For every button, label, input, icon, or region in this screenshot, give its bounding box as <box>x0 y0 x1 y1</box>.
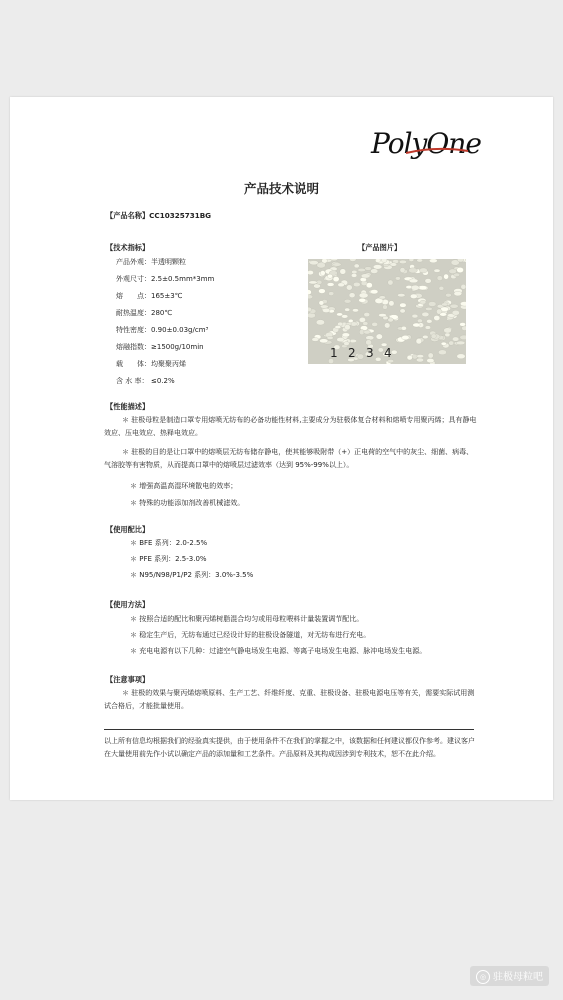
logo-swoosh-icon <box>406 147 468 155</box>
ratio-item: ＊ PFE 系列：2.5-3.0% <box>130 555 207 563</box>
pellet <box>322 308 330 312</box>
pellet <box>460 323 466 327</box>
pellet <box>457 354 465 359</box>
spec-row: 产品外观：半透明颗粒 <box>116 258 186 266</box>
pellet <box>427 358 434 362</box>
document-page <box>10 97 553 800</box>
pellet <box>344 342 350 346</box>
pellet <box>445 333 450 337</box>
pellet <box>400 268 405 273</box>
pellet <box>308 290 311 295</box>
pellet <box>375 357 381 361</box>
notes-para: ＊ 驻极的效果与聚丙烯熔喷原料、生产工艺、纤维纤度、克重、驻极设备、驻极电源电压等有关，需要实际试用测试合格后，才能批量使用。 <box>104 689 475 710</box>
spec-row: 熔 点：165±3℃ <box>116 292 183 300</box>
pellet <box>337 313 343 316</box>
pellet <box>452 310 459 315</box>
pellet <box>327 336 333 339</box>
pellet <box>412 314 418 318</box>
pellet <box>422 312 429 317</box>
notes-heading: 【注意事项】 <box>106 675 150 684</box>
photo-number: 1 <box>330 346 338 360</box>
pellet <box>460 302 466 307</box>
pellet <box>340 269 346 275</box>
pellet <box>407 355 412 360</box>
pellet <box>457 259 464 262</box>
pellet <box>425 279 431 284</box>
pellet <box>320 305 328 308</box>
pellet <box>320 271 325 276</box>
footer-divider <box>104 729 474 730</box>
pellet <box>349 293 355 298</box>
pellet <box>375 259 380 263</box>
chat-bubble-icon: ◎ <box>476 970 490 984</box>
pellet <box>335 325 341 328</box>
pellet <box>342 333 350 337</box>
pellet <box>445 293 451 297</box>
spec-row: 特性密度：0.90±0.03g/cm³ <box>116 326 209 334</box>
pellet <box>353 282 360 287</box>
pellet <box>316 320 324 325</box>
ratio-item: ＊ BFE 系列：2.0-2.5% <box>130 539 208 547</box>
pellet <box>428 353 433 358</box>
pellet <box>399 260 406 264</box>
pellet <box>388 280 393 285</box>
pellet <box>434 269 440 272</box>
watermark <box>470 966 549 986</box>
pellet <box>431 334 436 339</box>
performance-bullet: ＊ 特殊的功能添加剂改善机械滤效。 <box>130 499 245 507</box>
pellet <box>352 309 358 312</box>
usage-heading: 【使用方法】 <box>106 600 150 609</box>
pellet <box>395 277 400 281</box>
pellet <box>442 303 449 306</box>
pellet <box>391 350 397 354</box>
product-name-value: CC10325731BG <box>149 211 212 220</box>
pellet <box>364 330 371 334</box>
pellet <box>345 324 351 330</box>
pellet <box>400 303 407 307</box>
product-name-line <box>106 211 211 221</box>
pellet <box>366 340 372 345</box>
pellet <box>363 322 368 326</box>
pellet <box>333 263 342 267</box>
pellet <box>440 313 447 317</box>
ratio-item: ＊ N95/N98/P1/P2 系列：3.0%-3.5% <box>130 571 254 579</box>
pellet <box>402 335 410 340</box>
usage-item: ＊ 充电电源有以下几种：过滤空气静电场发生电源、等离子电场发生电源、脉冲电场发生电源。 <box>130 647 427 655</box>
pellet <box>456 341 465 345</box>
spec-row: 熔融指数：≥1500g/10min <box>116 343 204 351</box>
spec-row: 载 体：均聚聚丙烯 <box>116 360 186 368</box>
performance-para: ＊ 驻极的目的是让口罩中的熔喷层无纺布储存静电，使其能够吸附带（+）正电荷的空气中的灰尘、细菌、病毒、气溶胶等有害物质，从而提高口罩中的熔喷层过滤效率（达到 95%-99%以上）。 <box>104 448 474 469</box>
pellet <box>457 267 464 272</box>
pellet <box>416 338 422 344</box>
pellet <box>383 305 388 310</box>
pellet <box>309 281 318 284</box>
pellet <box>361 274 370 278</box>
product-pellets-photo <box>308 259 466 364</box>
pellet <box>319 289 326 294</box>
pellet <box>389 301 394 306</box>
pellet <box>333 276 339 281</box>
pellet <box>371 269 378 274</box>
pellet <box>462 326 466 331</box>
performance-heading: 【性能描述】 <box>106 402 150 411</box>
pellet <box>416 358 423 362</box>
pellet <box>359 329 364 334</box>
pellet <box>417 355 424 358</box>
pellet <box>390 263 397 267</box>
pellet <box>376 334 382 339</box>
pellet <box>370 290 378 294</box>
pellet <box>366 283 372 288</box>
usage-item: ＊ 按照合适的配比和聚丙烯树脂混合均匀或用母粒喂料计量装置调节配比。 <box>130 615 364 623</box>
performance-bullet: ＊ 增强高温高湿环境散电的效率； <box>130 482 238 490</box>
product-name-label: 【产品名称】 <box>106 211 150 220</box>
spec-row: 含 水 率： ≤0.2% <box>116 377 175 385</box>
document-title: 产品技术说明 <box>243 181 319 196</box>
pellet <box>419 268 427 273</box>
pellet <box>384 323 390 328</box>
pellet <box>444 274 449 279</box>
photo-number: 3 <box>366 346 374 360</box>
pellet <box>398 294 406 297</box>
pellet <box>359 298 366 302</box>
pellet <box>438 350 446 355</box>
pellet <box>378 348 383 352</box>
photo-number: 4 <box>384 346 392 360</box>
pellet <box>437 276 443 281</box>
watermark-text: 驻极母粒吧 <box>493 972 543 983</box>
pellet <box>411 285 419 290</box>
footer-disclaimer: 以上所有信息均根据我们的经验真实提供，由于使用条件不在我们的掌握之中，该数据和任何建议都仅作参考。建议客户在大量使用前先作小试以确定产品的添加量和工艺条件。产品原料及其构成因涉到专利技术，恕不在此介绍。 <box>104 737 475 758</box>
photo-heading: 【产品图片】 <box>358 243 402 252</box>
pellet <box>441 342 446 345</box>
pellet <box>337 337 345 341</box>
ratio-heading: 【使用配比】 <box>106 525 150 534</box>
pellet <box>454 291 462 296</box>
pellet <box>308 270 314 274</box>
pellet <box>428 302 436 307</box>
pellet <box>372 322 378 326</box>
pellet <box>366 336 374 340</box>
pellet <box>452 337 459 341</box>
pellet <box>379 296 386 299</box>
pellet <box>409 268 418 273</box>
spec-heading: 【技术指标】 <box>106 243 150 252</box>
pellet <box>344 299 351 303</box>
pellet <box>449 341 454 345</box>
pellet <box>327 274 332 278</box>
pellet <box>357 354 364 359</box>
pellet <box>346 285 352 290</box>
spec-row: 耐热温度：280℃ <box>116 309 173 317</box>
pellet <box>439 286 444 290</box>
pellet <box>418 286 427 290</box>
polyone-logo: PolyOne <box>371 127 481 160</box>
pellet <box>410 294 417 299</box>
pellet <box>420 300 426 304</box>
pellet <box>359 293 368 298</box>
pellet <box>413 323 421 327</box>
pellet <box>338 283 345 287</box>
pellet <box>400 309 405 313</box>
pellet <box>417 319 422 323</box>
pellet <box>319 339 328 343</box>
performance-para: ＊ 驻极母粒是制造口罩专用熔喷无纺布的必备功能性材料,主要成分为驻极体复合材料和熔喷专用聚丙烯；具有静电效应、压电效应、热释电效应。 <box>104 416 477 437</box>
pellet <box>454 273 460 277</box>
pellet <box>422 335 428 339</box>
pellet <box>401 326 406 330</box>
pellet <box>425 307 432 310</box>
pellet <box>345 308 350 311</box>
pellet <box>373 265 382 270</box>
pellet <box>329 292 334 296</box>
pellet <box>409 259 414 262</box>
pellet <box>351 273 357 277</box>
pellet <box>327 283 334 287</box>
pellet <box>434 315 440 320</box>
spec-row: 外观尺寸：2.5±0.5mm*3mm <box>116 275 215 283</box>
pellet <box>417 259 423 262</box>
pellet <box>460 335 466 340</box>
pellet <box>379 314 387 317</box>
pellet <box>358 268 366 272</box>
pellet <box>364 312 370 316</box>
pellet <box>354 264 359 268</box>
pellet <box>427 319 433 323</box>
pellet <box>317 262 326 268</box>
pellet <box>312 338 319 342</box>
pellet <box>461 284 466 289</box>
pellet <box>388 318 394 322</box>
photo-number: 2 <box>348 346 356 360</box>
usage-item: ＊ 稳定生产后，无纺布通过已经设计好的驻极设备隧道，对无纺布进行充电。 <box>130 631 371 639</box>
pellet <box>409 279 418 283</box>
pellet <box>425 326 431 330</box>
pellet <box>319 301 324 306</box>
pellet <box>450 304 458 308</box>
pellet <box>429 259 437 263</box>
pellet <box>444 328 452 333</box>
